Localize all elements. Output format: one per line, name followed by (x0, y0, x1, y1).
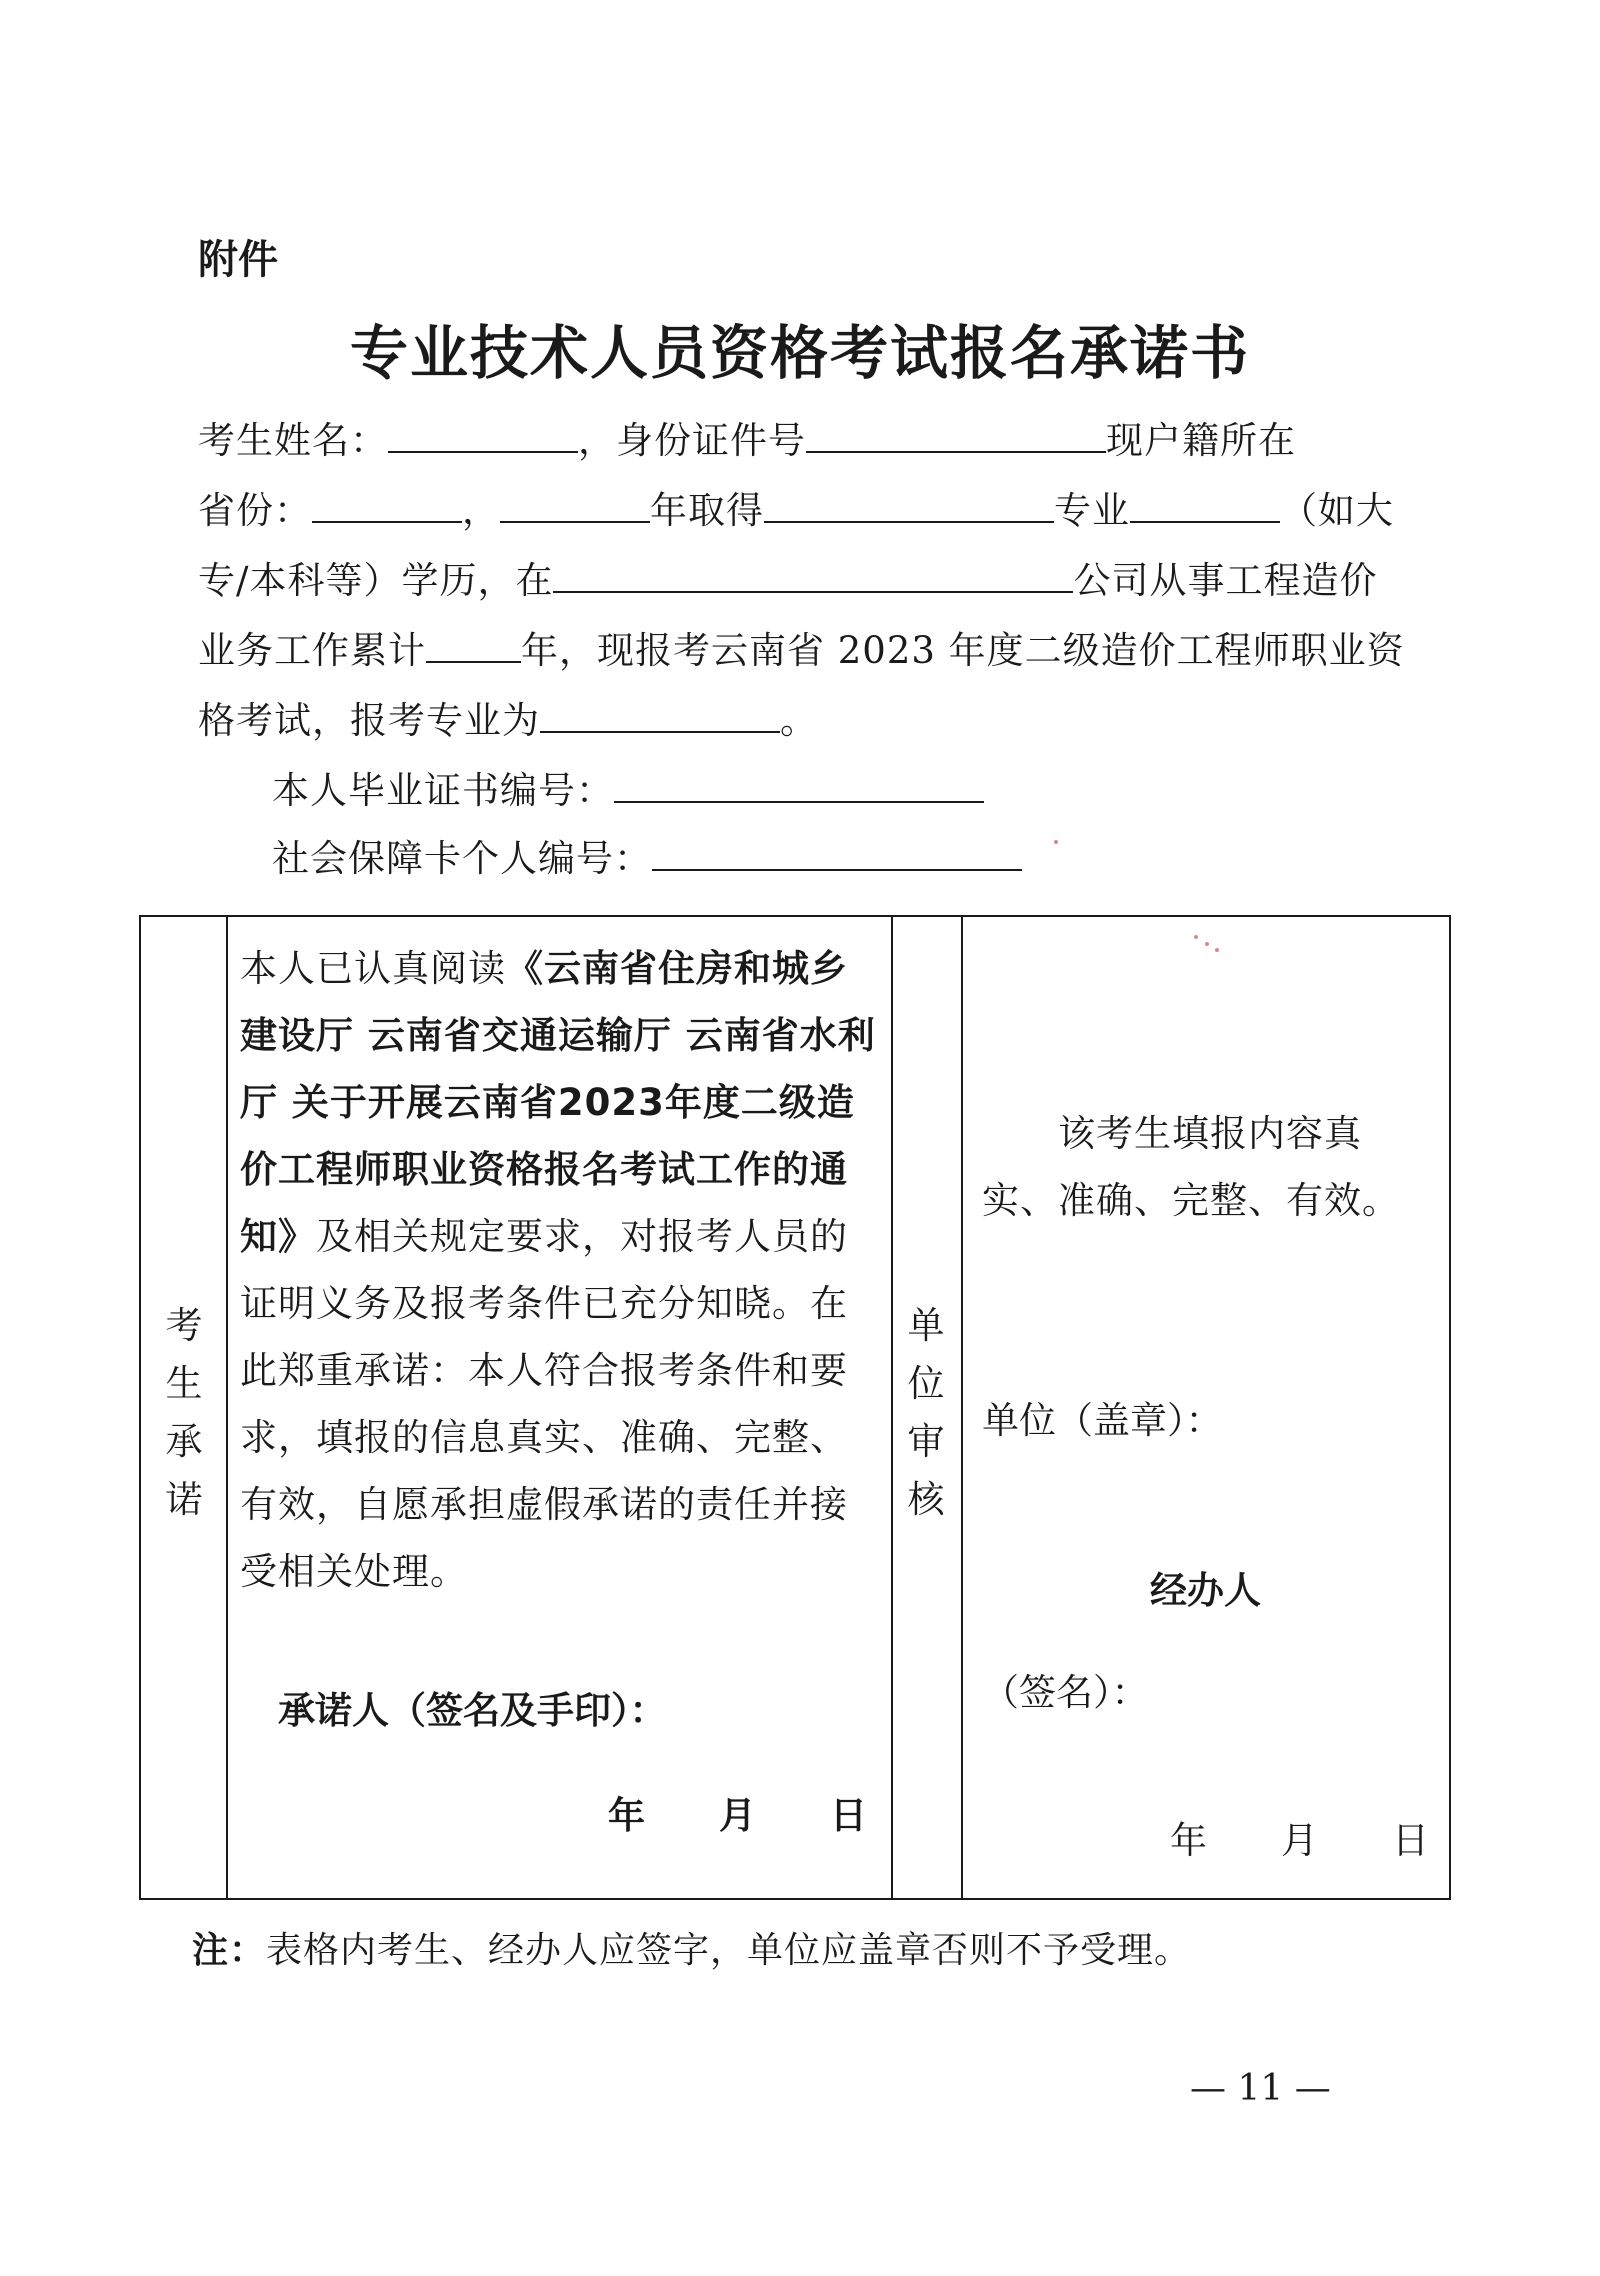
id-number-field[interactable] (806, 421, 1106, 453)
label-char: 位 (907, 1362, 945, 1405)
diploma-number-field[interactable] (614, 771, 984, 803)
handler-label: 经办人 (1150, 1569, 1261, 1612)
commitment-body: 及相关规定要求，对报考人员的证明义务及报考条件已充分知晓。在此郑重承诺：本人符合报考条件和要求，填报的信息真实、准确、完整、有效，自愿承担虚假承诺的责任并接受相关处理。 (240, 1215, 848, 1593)
years-label: 业务工作累计 (198, 629, 426, 672)
name-field[interactable] (388, 421, 578, 453)
major-label: 专业 (1054, 489, 1130, 532)
label-char: 承 (165, 1420, 203, 1463)
footnote (192, 1922, 1191, 1973)
education-label: 专/本科等）学历，在 (198, 559, 554, 602)
years-field[interactable] (426, 631, 521, 663)
label-char: 考 (165, 1304, 203, 1347)
degree-field[interactable] (1130, 491, 1280, 523)
review-date: 年 月 日 (1170, 1819, 1429, 1862)
id-label: ，身份证件号 (578, 419, 806, 462)
commitment-text (240, 935, 880, 1605)
company-label: 公司从事工程造价 (1073, 559, 1378, 602)
year-field[interactable] (500, 491, 650, 523)
comma: ， (462, 489, 500, 532)
footnote-label: 注： (192, 1930, 267, 1971)
period: 。 (780, 699, 818, 742)
table-divider (961, 917, 963, 1898)
form-line-2 (198, 480, 1394, 534)
notice-title: 《云南省住房和城乡建设厅 云南省交通运输厅 云南省水利厅 关于开展云南省2023年度二级造价工程师职业资格报名考试工作的通知》 (240, 947, 876, 1258)
form-line-3 (198, 550, 1377, 604)
diploma-label: 本人毕业证书编号： (272, 769, 614, 812)
commitment-date: 年 月 日 (608, 1794, 867, 1837)
degree-hint: （如大 (1280, 489, 1394, 532)
stamp-mark (1215, 948, 1219, 952)
form-line-5 (198, 690, 818, 744)
company-field[interactable] (553, 561, 1073, 593)
obtained-label: 年取得 (650, 489, 764, 532)
attachment-label: 附件 (198, 237, 278, 283)
exam-major-field[interactable] (540, 701, 780, 733)
province-field[interactable] (312, 491, 462, 523)
form-line-1 (198, 410, 1296, 464)
form-line-6 (272, 760, 984, 814)
social-security-label: 社会保障卡个人编号： (272, 837, 652, 880)
commitment-intro: 本人已认真阅读 (240, 947, 506, 990)
page-number: — 11 — (1190, 2068, 1331, 2109)
label-char: 诺 (165, 1478, 203, 1521)
province-label: 省份： (198, 489, 312, 532)
label-char: 审 (907, 1420, 945, 1463)
stamp-mark (1054, 840, 1058, 844)
unit-review-label (896, 1297, 956, 1529)
signer-label: 承诺人（签名及手印）： (278, 1689, 667, 1732)
form-line-7 (272, 828, 1022, 882)
page-title: 专业技术人员资格考试报名承诺书 (349, 319, 1250, 387)
name-label: 考生姓名： (198, 419, 388, 462)
label-char: 生 (165, 1362, 203, 1405)
candidate-commitment-label (154, 1297, 214, 1529)
stamp-mark (1205, 942, 1209, 946)
handler-sign-label: （签名）： (982, 1671, 1149, 1714)
review-text: 该考生填报内容真实、准确、完整、有效。 (982, 1112, 1400, 1222)
exam-major-label: 格考试，报考专业为 (198, 699, 540, 742)
major-field[interactable] (764, 491, 1054, 523)
footnote-text: 表格内考生、经办人应签字，单位应盖章否则不予受理。 (266, 1930, 1192, 1971)
form-line-4 (198, 620, 1405, 674)
table-divider (891, 917, 893, 1898)
label-char: 单 (907, 1304, 945, 1347)
table-divider (226, 917, 228, 1898)
unit-stamp-label: 单位（盖章）： (982, 1399, 1223, 1442)
exam-text: 年，现报考云南省 2023 年度二级造价工程师职业资 (521, 629, 1405, 672)
social-security-field[interactable] (652, 839, 1022, 871)
residence-label: 现户籍所在 (1106, 419, 1296, 462)
stamp-mark (1194, 935, 1198, 939)
label-char: 核 (907, 1478, 945, 1521)
